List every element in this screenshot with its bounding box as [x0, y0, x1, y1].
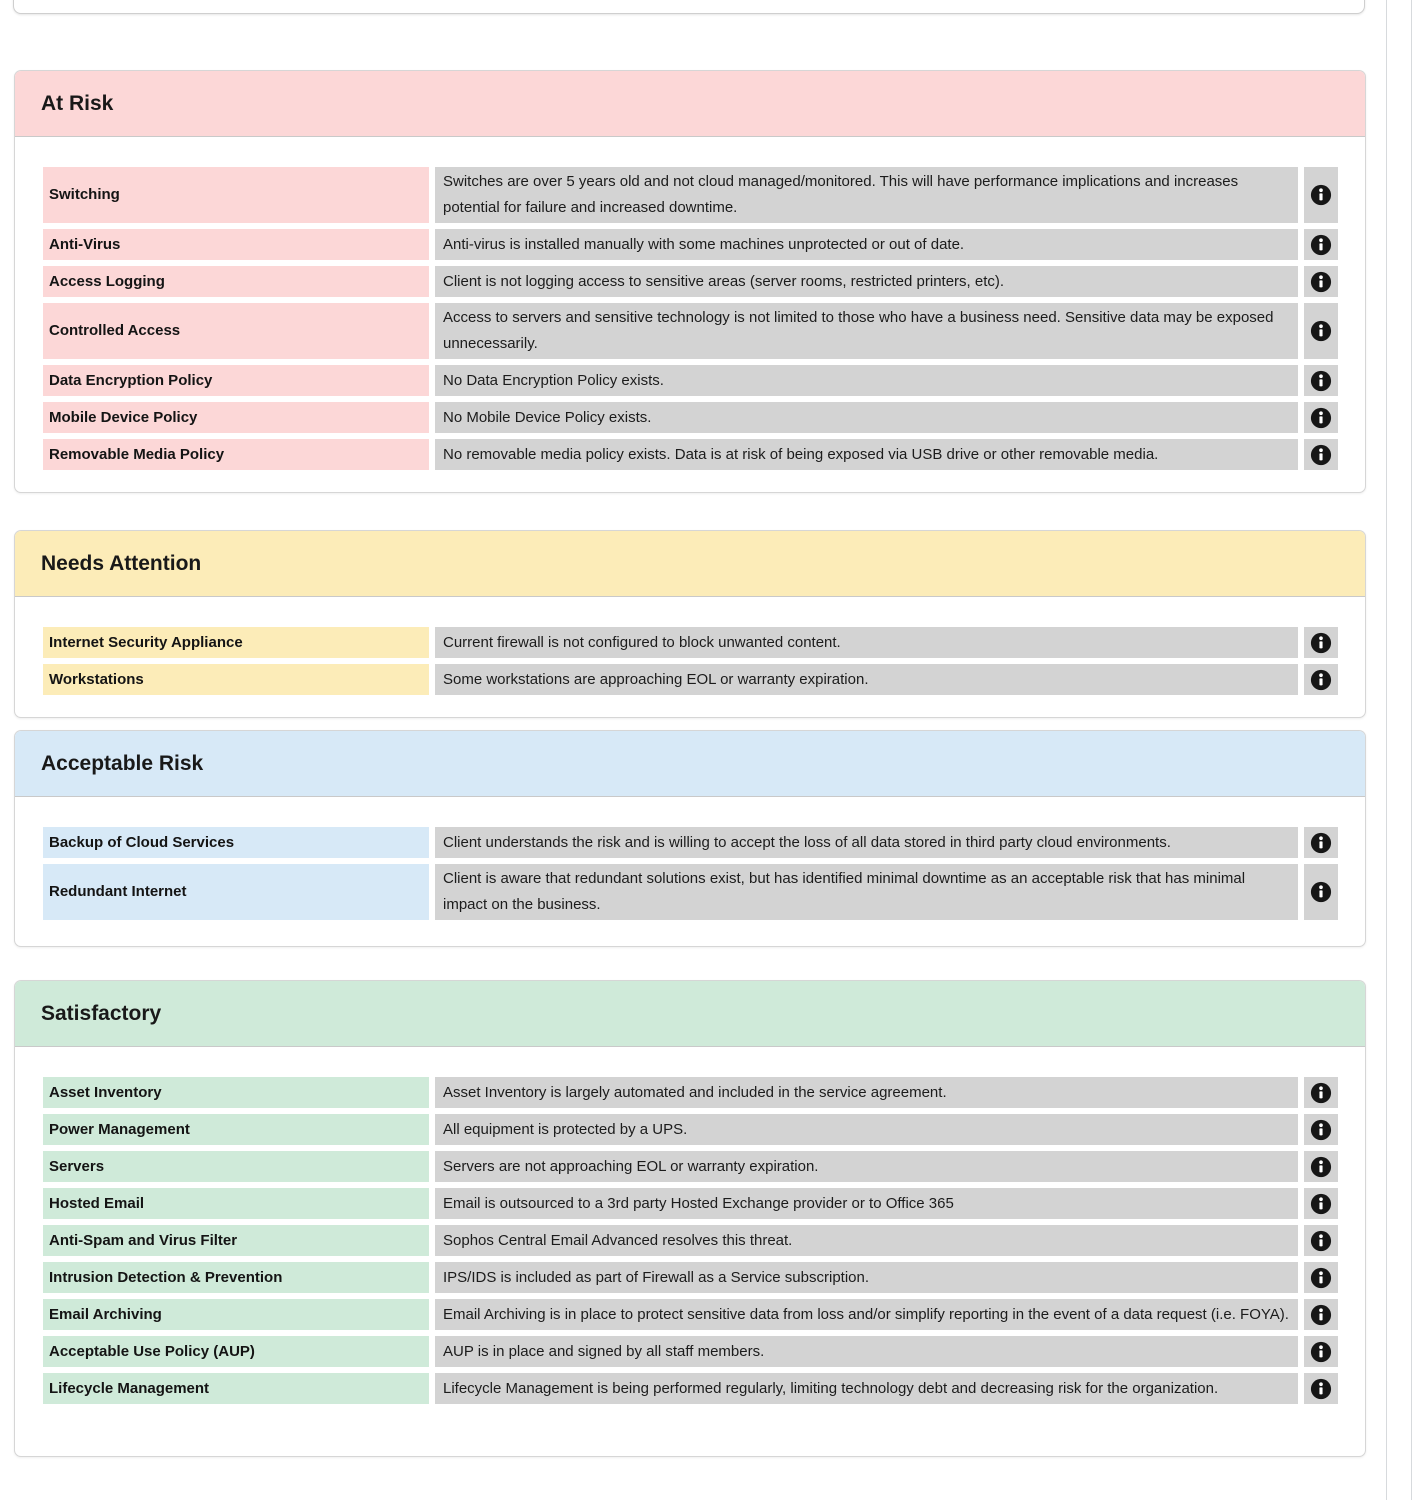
satisfactory-rows [15, 1047, 1365, 1404]
risk-item-label: Switching [43, 167, 429, 223]
scrollbar-gutter [1386, 0, 1412, 1500]
risk-item-description: Client is aware that redundant solutions exist, but has identified minimal downtime as an acceptable risk that has minimal impact on the business. [435, 864, 1298, 920]
at-risk-rows [15, 137, 1365, 470]
risk-item-description: Some workstations are approaching EOL or warranty expiration. [435, 664, 1298, 695]
table-row [43, 1262, 1336, 1293]
info-circle-icon [1310, 234, 1332, 256]
info-circle-icon [1310, 407, 1332, 429]
info-button[interactable] [1304, 167, 1338, 223]
risk-item-label: Anti-Virus [43, 229, 429, 260]
risk-item-label: Intrusion Detection & Prevention [43, 1262, 429, 1293]
info-circle-icon [1310, 320, 1332, 342]
risk-item-description: Email Archiving is in place to protect sensitive data from loss and/or simplify reporting in the event of a data request (i.e. FOYA). [435, 1299, 1298, 1330]
section-satisfactory [14, 980, 1366, 1457]
risk-item-description: Switches are over 5 years old and not cloud managed/monitored. This will have performance implications and increases potential for failure and increased downtime. [435, 167, 1298, 223]
risk-item-description: No Data Encryption Policy exists. [435, 365, 1298, 396]
info-circle-icon [1310, 1119, 1332, 1141]
info-button[interactable] [1304, 229, 1338, 260]
info-circle-icon [1310, 370, 1332, 392]
risk-item-description: IPS/IDS is included as part of Firewall as a Service subscription. [435, 1262, 1298, 1293]
risk-item-description: Asset Inventory is largely automated and included in the service agreement. [435, 1077, 1298, 1108]
table-row [43, 1225, 1336, 1256]
info-button[interactable] [1304, 1114, 1338, 1145]
info-circle-icon [1310, 444, 1332, 466]
table-row [43, 303, 1336, 359]
section-at-risk [14, 70, 1366, 493]
section-title-needs-attention: Needs Attention [15, 531, 1365, 597]
risk-item-label: Internet Security Appliance [43, 627, 429, 658]
table-row [43, 402, 1336, 433]
info-button[interactable] [1304, 1225, 1338, 1256]
risk-item-label: Servers [43, 1151, 429, 1182]
table-row [43, 1336, 1336, 1367]
table-row [43, 1188, 1336, 1219]
info-circle-icon [1310, 271, 1332, 293]
info-circle-icon [1310, 1230, 1332, 1252]
risk-item-label: Lifecycle Management [43, 1373, 429, 1404]
table-row [43, 1373, 1336, 1404]
section-title-at-risk: At Risk [15, 71, 1365, 137]
risk-item-label: Backup of Cloud Services [43, 827, 429, 858]
table-row [43, 1299, 1336, 1330]
table-row [43, 439, 1336, 470]
risk-item-description: Anti-virus is installed manually with some machines unprotected or out of date. [435, 229, 1298, 260]
info-button[interactable] [1304, 1336, 1338, 1367]
risk-item-label: Workstations [43, 664, 429, 695]
risk-item-description: Servers are not approaching EOL or warranty expiration. [435, 1151, 1298, 1182]
risk-item-label: Anti-Spam and Virus Filter [43, 1225, 429, 1256]
info-circle-icon [1310, 1156, 1332, 1178]
risk-item-description: Current firewall is not configured to block unwanted content. [435, 627, 1298, 658]
risk-item-description: Email is outsourced to a 3rd party Hosted Exchange provider or to Office 365 [435, 1188, 1298, 1219]
table-row [43, 1114, 1336, 1145]
risk-item-label: Asset Inventory [43, 1077, 429, 1108]
info-button[interactable] [1304, 1262, 1338, 1293]
table-row [43, 167, 1336, 223]
risk-item-description: AUP is in place and signed by all staff members. [435, 1336, 1298, 1367]
info-button[interactable] [1304, 402, 1338, 433]
info-button[interactable] [1304, 365, 1338, 396]
info-circle-icon [1310, 881, 1332, 903]
table-row [43, 1151, 1336, 1182]
risk-item-label: Mobile Device Policy [43, 402, 429, 433]
info-button[interactable] [1304, 827, 1338, 858]
risk-item-label: Removable Media Policy [43, 439, 429, 470]
risk-item-description: Sophos Central Email Advanced resolves this threat. [435, 1225, 1298, 1256]
risk-item-description: No removable media policy exists. Data is at risk of being exposed via USB drive or other removable media. [435, 439, 1298, 470]
info-circle-icon [1310, 1267, 1332, 1289]
info-button[interactable] [1304, 1299, 1338, 1330]
info-button[interactable] [1304, 664, 1338, 695]
section-acceptable-risk [14, 730, 1366, 947]
info-circle-icon [1310, 669, 1332, 691]
table-row [43, 864, 1336, 920]
section-needs-attention [14, 530, 1366, 718]
info-button[interactable] [1304, 266, 1338, 297]
risk-item-description: Client is not logging access to sensitive areas (server rooms, restricted printers, etc). [435, 266, 1298, 297]
info-circle-icon [1310, 1378, 1332, 1400]
info-button[interactable] [1304, 1373, 1338, 1404]
info-button[interactable] [1304, 439, 1338, 470]
info-circle-icon [1310, 184, 1332, 206]
section-title-satisfactory: Satisfactory [15, 981, 1365, 1047]
table-row [43, 1077, 1336, 1108]
risk-item-label: Redundant Internet [43, 864, 429, 920]
risk-item-label: Email Archiving [43, 1299, 429, 1330]
info-button[interactable] [1304, 627, 1338, 658]
risk-item-label: Hosted Email [43, 1188, 429, 1219]
info-circle-icon [1310, 632, 1332, 654]
risk-item-description: Access to servers and sensitive technology is not limited to those who have a business need. Sensitive data may be exposed unnecessarily. [435, 303, 1298, 359]
info-button[interactable] [1304, 1188, 1338, 1219]
info-button[interactable] [1304, 864, 1338, 920]
risk-item-description: Lifecycle Management is being performed regularly, limiting technology debt and decreasing risk for the organization. [435, 1373, 1298, 1404]
info-button[interactable] [1304, 303, 1338, 359]
info-circle-icon [1310, 1193, 1332, 1215]
risk-item-label: Data Encryption Policy [43, 365, 429, 396]
risk-item-label: Access Logging [43, 266, 429, 297]
risk-item-description: No Mobile Device Policy exists. [435, 402, 1298, 433]
table-row [43, 827, 1336, 858]
info-circle-icon [1310, 1082, 1332, 1104]
risk-item-label: Power Management [43, 1114, 429, 1145]
info-circle-icon [1310, 1341, 1332, 1363]
info-circle-icon [1310, 832, 1332, 854]
table-row [43, 664, 1336, 695]
section-title-acceptable-risk: Acceptable Risk [15, 731, 1365, 797]
risk-item-description: Client understands the risk and is willing to accept the loss of all data stored in third party cloud environments. [435, 827, 1298, 858]
table-row [43, 229, 1336, 260]
info-button[interactable] [1304, 1151, 1338, 1182]
acceptable-risk-rows [15, 797, 1365, 920]
info-circle-icon [1310, 1304, 1332, 1326]
risk-item-label: Acceptable Use Policy (AUP) [43, 1336, 429, 1367]
needs-attention-rows [15, 597, 1365, 695]
table-row [43, 627, 1336, 658]
previous-card-bottom-edge [13, 0, 1365, 14]
risk-item-label: Controlled Access [43, 303, 429, 359]
table-row [43, 365, 1336, 396]
table-row [43, 266, 1336, 297]
risk-item-description: All equipment is protected by a UPS. [435, 1114, 1298, 1145]
info-button[interactable] [1304, 1077, 1338, 1108]
